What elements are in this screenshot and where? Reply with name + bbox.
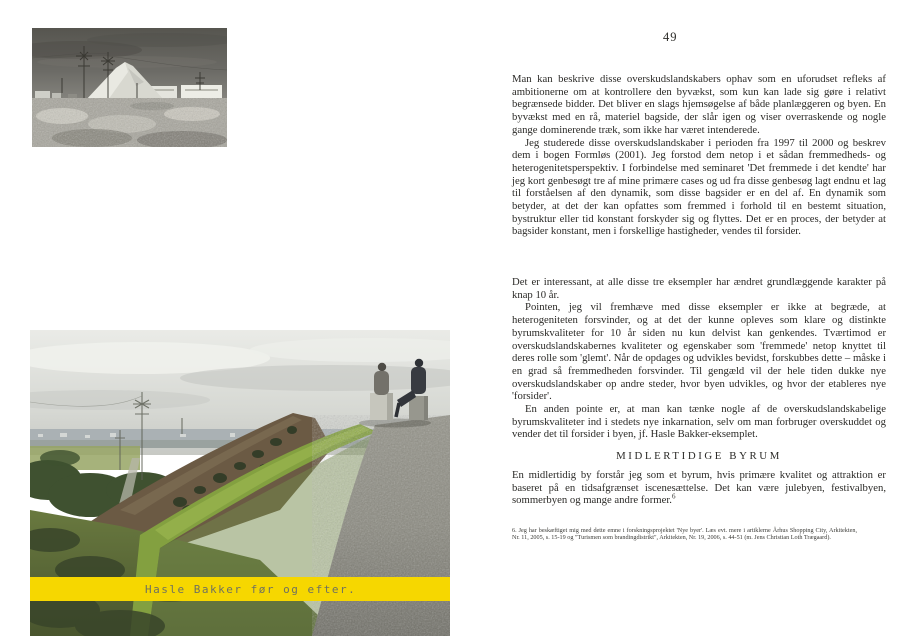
body-text-block-1 xyxy=(512,73,886,238)
section-heading: MIDLERTIDIGE BYRUM xyxy=(616,450,782,462)
footnote: 6. Jeg har beskæftiget mig med dette emne i forskningsprojektet 'Nye byer'. Læs evt. mere i artiklerne Århus Shopping City, Arkitekten, Nr. 11, 2005, s. 15-19 og "Turismen som brandingdistrikt", Arkitekten, Nr. 19, 2006, s. 44-51 (m. Jens Christian Loth Trægaard). xyxy=(512,527,857,542)
photo-caption: Hasle Bakker før og efter. xyxy=(145,582,357,596)
body-text-block-2 xyxy=(512,276,886,441)
paragraph: En anden pointe er, at man kan tænke nogle af de overskudslandskabelige byrumskvaliteter ind i stedets nye inkarnation, selv om man forbruger overskuddet og vender det til forsider i byen, jf. Hasle Bakker-eksemplet. xyxy=(512,403,886,441)
page-number: 49 xyxy=(663,30,678,44)
footnote-reference: 6 xyxy=(671,492,676,501)
photo-caption-band xyxy=(30,577,450,601)
before-photo xyxy=(32,28,227,147)
paragraph: Man kan beskrive disse overskudslandskabers ophav som en uforudset refleks af ambitionerne om at kontrollere den byvækst, som kun kan lade sig gøre i relativt begrænsede bidder. Det bliver en slags hjemsøgelse af både planlæggeren og byen. En byvækst med en rå, materiel bagside, der slår igen og viser overraskende og nogle gange dominerende træk, som ikke har været intenderede. xyxy=(512,73,886,136)
paragraph: En midlertidig by forstår jeg som et byrum, hvis primære kvalitet og attraktion er baseret på en tidsafgrænset iscenesættelse. Det kan være julebyen, festivalbyen, sommerbyen og mange andre former.$^6$ xyxy=(512,469,886,507)
paragraph: Pointen, jeg vil fremhæve med disse eksempler er ikke at begræde, at heterogeniteten forsvinder, og at det der kunne opleves som klare og distinkte byrumskvaliteter for 10 år siden nu kun delvist kan genkendes. Tværtimod er overskudslandskabernes kvaliteter og egenskaber som 'fremmede' netop knyttet til deres rolle som 'glemt'. Når de opdages og udvikles bevidst, forskubbes dette – måske i en grad så fremmedheden forsvinder. Til gengæld vil der hele tiden dukke nye overskudslandskaber op andre steder, hvor byen udvikles, og hvor der etableres nye 'forsider'. xyxy=(512,301,886,403)
paragraph: Jeg studerede disse overskudslandskaber i perioden fra 1997 til 2000 og beskrev dem i bogen Formløs (2001). Jeg forstod dem netop i et sådan fremmedheds- og heterogenitetsperspektiv. I forbindelse med seminaret 'Det fremmede i det kendte' har jeg kort genbesøgt tre af mine primære cases og ud fra disse genbesøg lagt endnu et lag til forståelsen af den dynamik, som disse bagsider er en del af. En dynamik som betyder, at det der kan opfattes som fremmed i forhold til en bestemt situation, bystruktur eller tid konstant forskyder sig og flyttes. Det er en proces, der betyder at bagsider konstant, men i forskellige hastigheder, vendes til forsider. xyxy=(512,136,886,238)
paragraph: Det er interessant, at alle disse tre eksempler har ændret grundlæggende karakter på knap 10 år. xyxy=(512,276,886,301)
body-text-block-3 xyxy=(512,469,886,507)
